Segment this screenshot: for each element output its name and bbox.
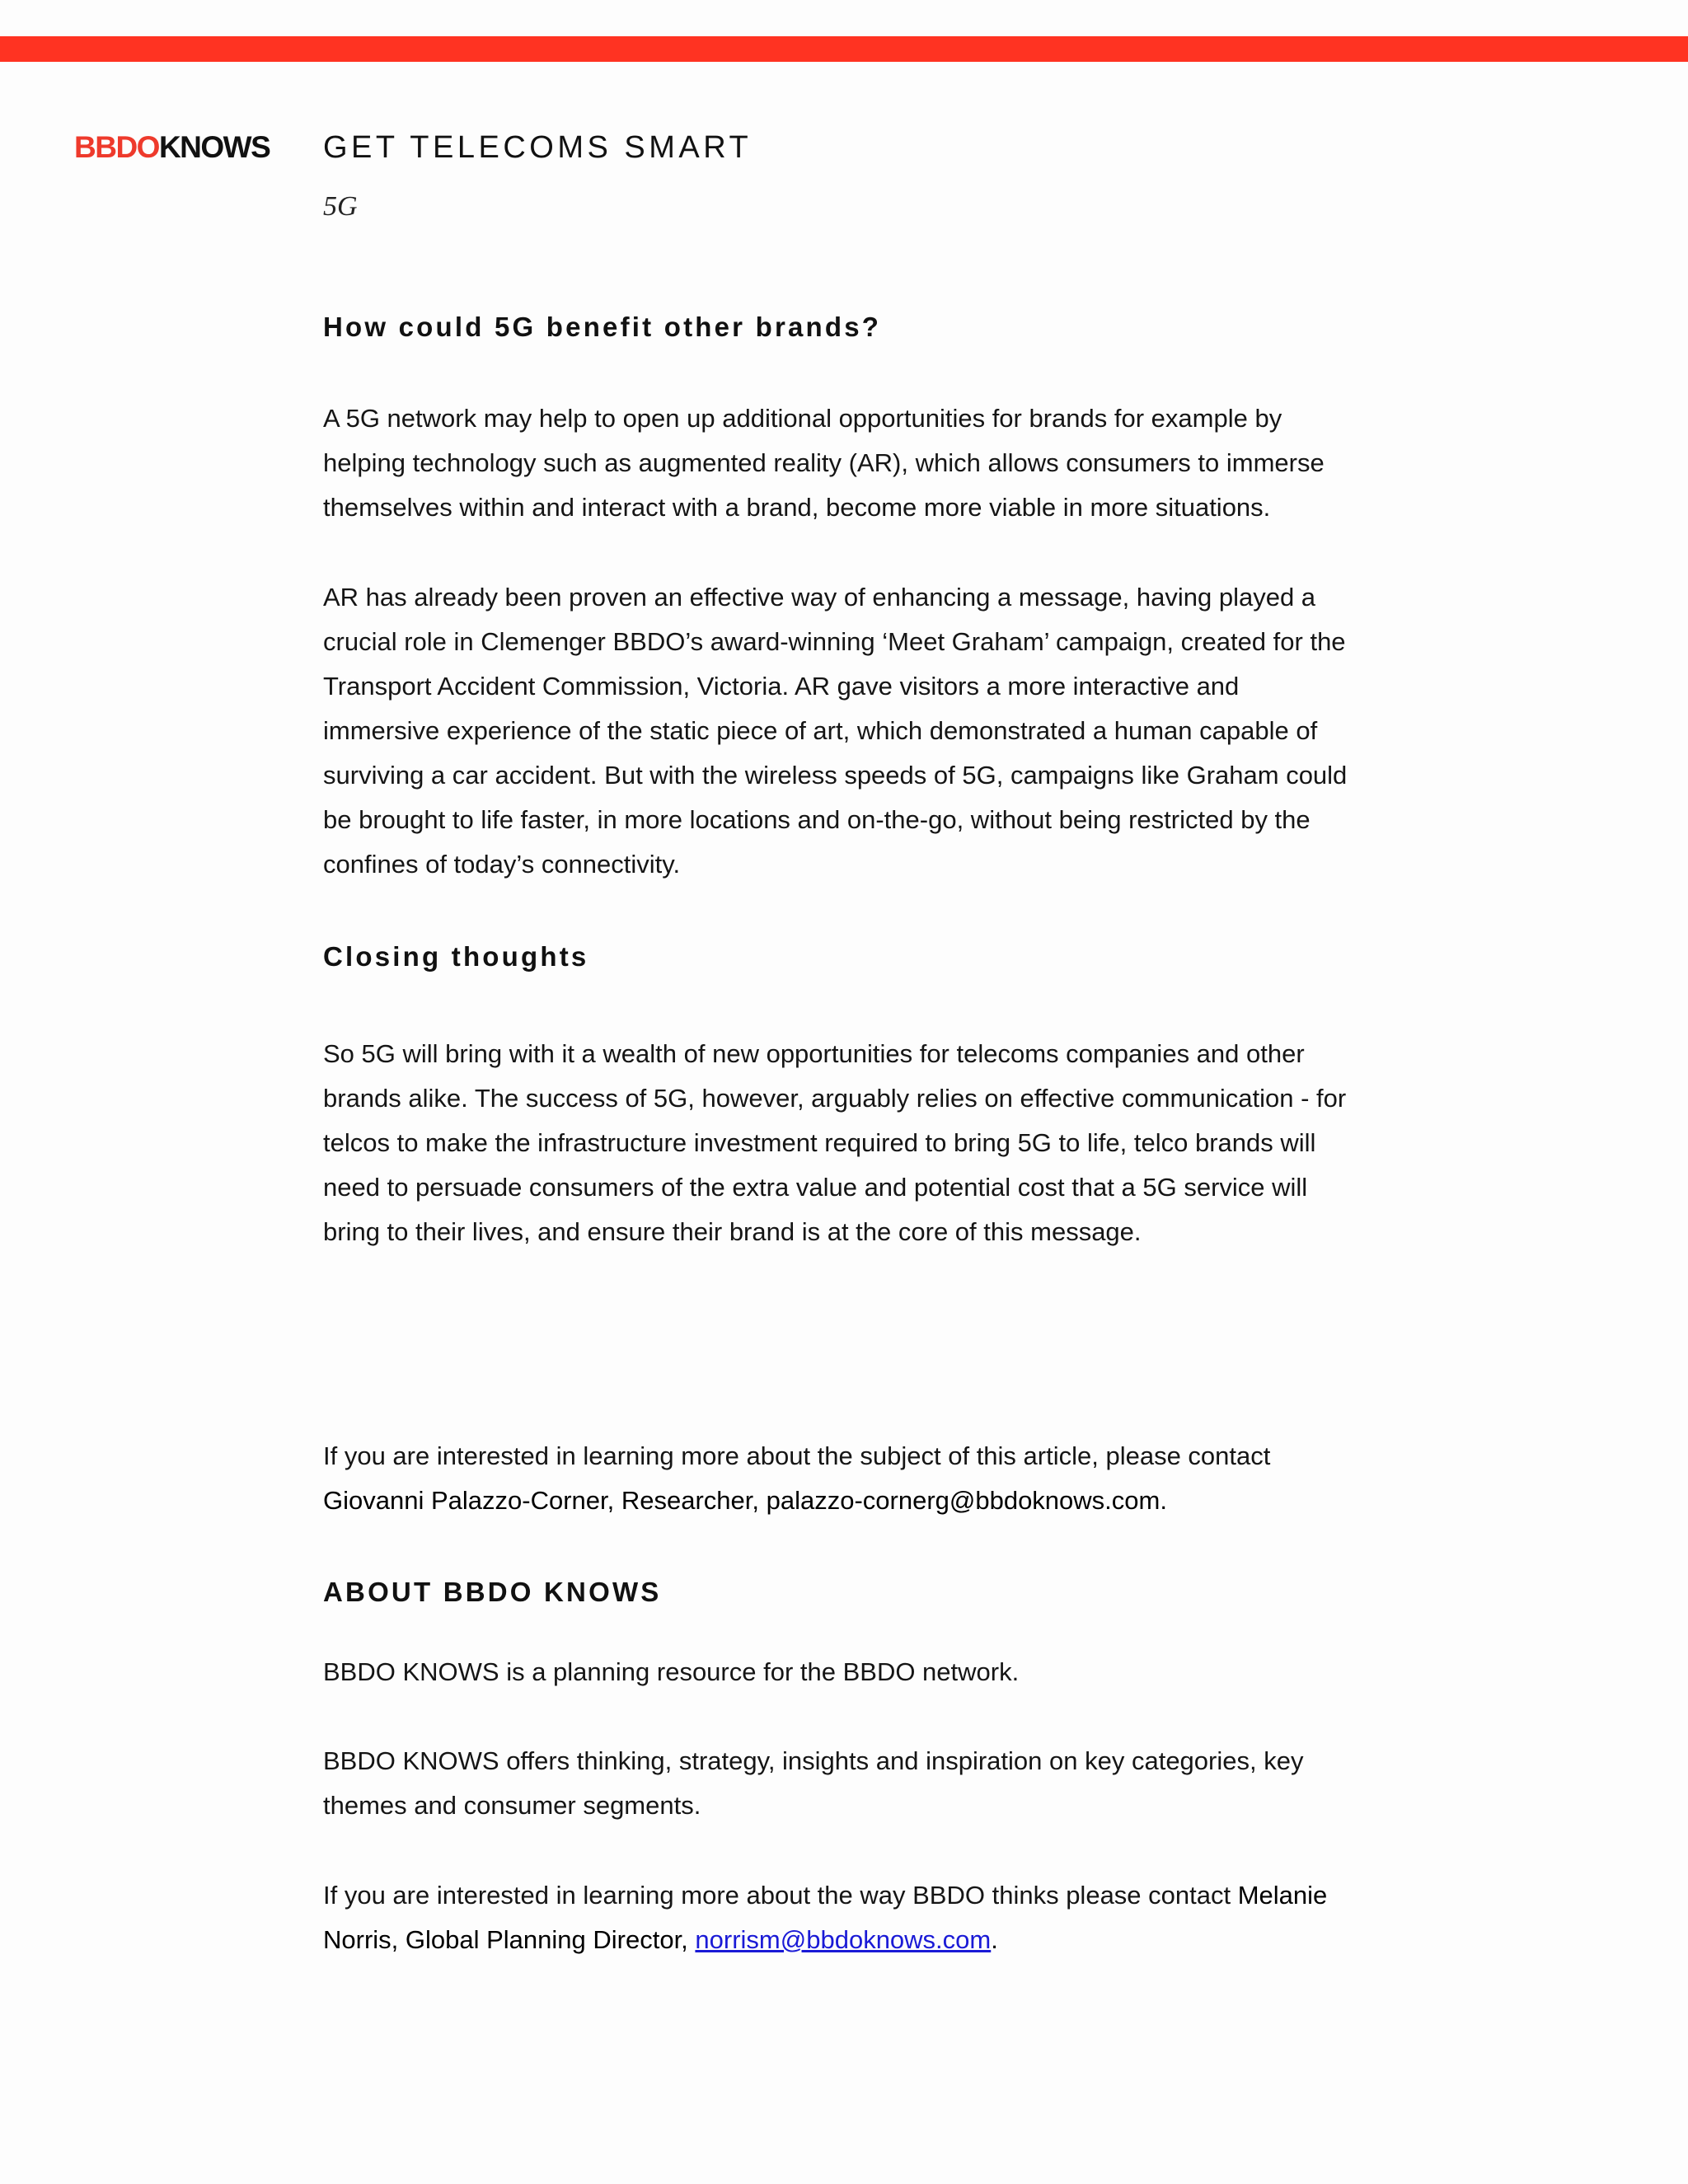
bbdo-knows-logo	[74, 132, 270, 162]
text-line: telcos to make the infrastructure investment required to bring 5G to life, telco brands will	[323, 1128, 1316, 1157]
logo-knows-text: KNOWS	[158, 130, 270, 164]
contact-intro-text: If you are interested in learning more about the way BBDO thinks please contact	[323, 1881, 1238, 1910]
contact-name-title: Norris, Global Planning Director,	[323, 1925, 696, 1954]
contact-suffix: .	[991, 1925, 998, 1954]
text-line: brands alike. The success of 5G, however, arguably relies on effective communication - for	[323, 1084, 1347, 1113]
section-heading-closing: Closing thoughts	[323, 941, 589, 972]
text-line: Transport Accident Commission, Victoria. AR gave visitors a more interactive and	[323, 672, 1240, 701]
text-line: So 5G will bring with it a wealth of new opportunities for telecoms companies and other	[323, 1039, 1305, 1068]
contact-name-first: Melanie	[1237, 1881, 1328, 1910]
text-line	[323, 1873, 1461, 1918]
text-line	[323, 1918, 1461, 1962]
page-subtitle: 5G	[323, 191, 358, 222]
contact-email-link[interactable]: norrism@bbdoknows.com	[695, 1925, 992, 1954]
text-line: bring to their lives, and ensure their brand is at the core of this message.	[323, 1217, 1142, 1246]
paragraph-about-resource	[323, 1650, 1461, 1694]
paragraph-about-contact	[323, 1873, 1461, 1962]
text-line: immersive experience of the static piece of art, which demonstrated a human capable of	[323, 716, 1318, 745]
text-line: If you are interested in learning more about the subject of this article, please contact	[323, 1441, 1271, 1470]
page-title: GET TELECOMS SMART	[323, 130, 753, 165]
paragraph-closing-thoughts	[323, 1032, 1461, 1254]
logo-bbdo-text: BBDO	[74, 130, 159, 164]
text-line: confines of today’s connectivity.	[323, 850, 681, 879]
contact-researcher-details: Giovanni Palazzo-Corner, Researcher, palazzo-cornerg@bbdoknows.com.	[323, 1486, 1167, 1515]
text-line: need to persuade consumers of the extra value and potential cost that a 5G service will	[323, 1173, 1308, 1202]
section-heading-about: ABOUT BBDO KNOWS	[323, 1577, 662, 1607]
text-line: A 5G network may help to open up additional opportunities for brands for example by	[323, 404, 1282, 433]
text-line: BBDO KNOWS offers thinking, strategy, insights and inspiration on key categories, key	[323, 1746, 1304, 1775]
text-line: surviving a car accident. But with the wireless speeds of 5G, campaigns like Graham could	[323, 761, 1348, 790]
text-line: themes and consumer segments.	[323, 1791, 701, 1820]
paragraph-ar-campaign	[323, 575, 1461, 887]
top-accent-bar	[0, 36, 1688, 62]
paragraph-5g-opportunities	[323, 396, 1461, 530]
text-line: be brought to life faster, in more locations and on-the-go, without being restricted by the	[323, 805, 1311, 834]
text-line: AR has already been proven an effective way of enhancing a message, having played a	[323, 583, 1316, 612]
text-line: BBDO KNOWS is a planning resource for the BBDO network.	[323, 1657, 1020, 1686]
text-line: crucial role in Clemenger BBDO’s award-winning ‘Meet Graham’ campaign, created for the	[323, 627, 1346, 656]
paragraph-about-offers	[323, 1739, 1461, 1828]
text-line: helping technology such as augmented reality (AR), which allows consumers to immerse	[323, 448, 1325, 477]
paragraph-article-contact	[323, 1434, 1461, 1523]
section-heading-benefits: How could 5G benefit other brands?	[323, 312, 882, 342]
text-line: themselves within and interact with a brand, become more viable in more situations.	[323, 493, 1271, 522]
